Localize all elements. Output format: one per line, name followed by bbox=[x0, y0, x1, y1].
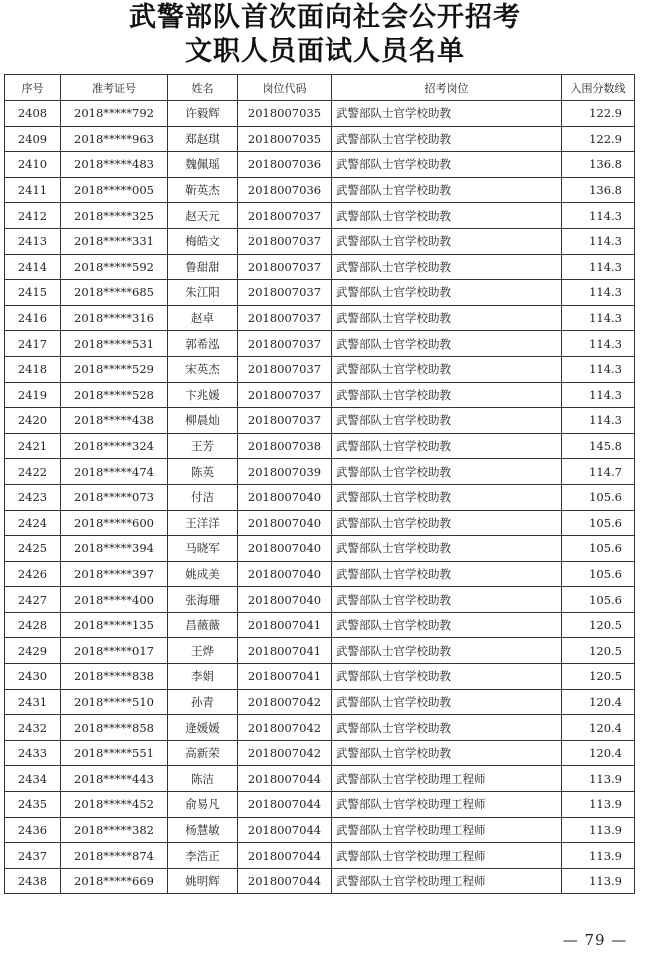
table-row bbox=[5, 817, 635, 843]
serial-number-cell: 2416 bbox=[5, 305, 61, 331]
serial-number-cell: 2425 bbox=[5, 536, 61, 562]
position-code-cell: 2018007037 bbox=[238, 305, 332, 331]
serial-number-cell: 2433 bbox=[5, 740, 61, 766]
table-row bbox=[5, 561, 635, 587]
position-cell: 武警部队士官学校助教 bbox=[332, 101, 562, 127]
table-row bbox=[5, 203, 635, 229]
table-row bbox=[5, 305, 635, 331]
serial-number-cell: 2417 bbox=[5, 331, 61, 357]
cutoff-score-cell: 120.5 bbox=[562, 638, 635, 664]
table-row bbox=[5, 484, 635, 510]
position-cell: 武警部队士官学校助教 bbox=[332, 664, 562, 690]
table-row bbox=[5, 740, 635, 766]
table-row bbox=[5, 101, 635, 127]
cutoff-score-cell: 114.3 bbox=[562, 408, 635, 434]
position-cell: 武警部队士官学校助教 bbox=[332, 126, 562, 152]
name-cell: 陈英 bbox=[168, 459, 238, 485]
serial-number-cell: 2418 bbox=[5, 356, 61, 382]
cutoff-score-cell: 114.3 bbox=[562, 382, 635, 408]
cutoff-score-cell: 114.3 bbox=[562, 305, 635, 331]
serial-number-cell: 2414 bbox=[5, 254, 61, 280]
admission-ticket-cell: 2018*****331 bbox=[61, 228, 168, 254]
admission-ticket-cell: 2018*****443 bbox=[61, 766, 168, 792]
position-cell: 武警部队士官学校助教 bbox=[332, 561, 562, 587]
name-cell: 马晓军 bbox=[168, 536, 238, 562]
table-row bbox=[5, 664, 635, 690]
name-cell: 高新荣 bbox=[168, 740, 238, 766]
admission-ticket-cell: 2018*****592 bbox=[61, 254, 168, 280]
position-cell: 武警部队士官学校助教 bbox=[332, 638, 562, 664]
document-title-line-2: 文职人员面试人员名单 bbox=[185, 36, 465, 67]
name-cell: 郭希泓 bbox=[168, 331, 238, 357]
admission-ticket-cell: 2018*****394 bbox=[61, 536, 168, 562]
name-cell: 王烨 bbox=[168, 638, 238, 664]
position-code-cell: 2018007042 bbox=[238, 740, 332, 766]
header-serial-number: 序号 bbox=[5, 75, 61, 101]
serial-number-cell: 2423 bbox=[5, 484, 61, 510]
position-cell: 武警部队士官学校助教 bbox=[332, 382, 562, 408]
position-cell: 武警部队士官学校助教 bbox=[332, 689, 562, 715]
table-row bbox=[5, 792, 635, 818]
cutoff-score-cell: 105.6 bbox=[562, 510, 635, 536]
serial-number-cell: 2438 bbox=[5, 868, 61, 894]
serial-number-cell: 2420 bbox=[5, 408, 61, 434]
serial-number-cell: 2422 bbox=[5, 459, 61, 485]
serial-number-cell: 2431 bbox=[5, 689, 61, 715]
position-code-cell: 2018007037 bbox=[238, 228, 332, 254]
admission-ticket-cell: 2018*****531 bbox=[61, 331, 168, 357]
position-cell: 武警部队士官学校助教 bbox=[332, 254, 562, 280]
header-position-code: 岗位代码 bbox=[238, 75, 332, 101]
table-row bbox=[5, 126, 635, 152]
position-code-cell: 2018007040 bbox=[238, 587, 332, 613]
table-row bbox=[5, 408, 635, 434]
table-row bbox=[5, 715, 635, 741]
position-cell: 武警部队士官学校助教 bbox=[332, 203, 562, 229]
name-cell: 宋英杰 bbox=[168, 356, 238, 382]
name-cell: 张海珊 bbox=[168, 587, 238, 613]
name-cell: 逄媛媛 bbox=[168, 715, 238, 741]
admission-ticket-cell: 2018*****792 bbox=[61, 101, 168, 127]
name-cell: 梅皓文 bbox=[168, 228, 238, 254]
position-cell: 武警部队士官学校助理工程师 bbox=[332, 792, 562, 818]
table-row bbox=[5, 459, 635, 485]
table-row bbox=[5, 689, 635, 715]
position-cell: 武警部队士官学校助教 bbox=[332, 484, 562, 510]
table-row bbox=[5, 152, 635, 178]
position-code-cell: 2018007041 bbox=[238, 664, 332, 690]
admission-ticket-cell: 2018*****017 bbox=[61, 638, 168, 664]
admission-ticket-cell: 2018*****669 bbox=[61, 868, 168, 894]
admission-ticket-cell: 2018*****316 bbox=[61, 305, 168, 331]
cutoff-score-cell: 114.3 bbox=[562, 280, 635, 306]
table-row bbox=[5, 356, 635, 382]
serial-number-cell: 2436 bbox=[5, 817, 61, 843]
name-cell: 昌薇薇 bbox=[168, 612, 238, 638]
position-cell: 武警部队士官学校助教 bbox=[332, 152, 562, 178]
table-body bbox=[5, 101, 635, 894]
position-code-cell: 2018007037 bbox=[238, 280, 332, 306]
name-cell: 赵卓 bbox=[168, 305, 238, 331]
table-row bbox=[5, 510, 635, 536]
position-code-cell: 2018007037 bbox=[238, 382, 332, 408]
position-code-cell: 2018007038 bbox=[238, 433, 332, 459]
table-row bbox=[5, 331, 635, 357]
cutoff-score-cell: 113.9 bbox=[562, 766, 635, 792]
admission-ticket-cell: 2018*****438 bbox=[61, 408, 168, 434]
admission-ticket-cell: 2018*****324 bbox=[61, 433, 168, 459]
name-cell: 赵天元 bbox=[168, 203, 238, 229]
page-number: — 79 — bbox=[562, 931, 628, 949]
cutoff-score-cell: 113.9 bbox=[562, 843, 635, 869]
serial-number-cell: 2437 bbox=[5, 843, 61, 869]
serial-number-cell: 2435 bbox=[5, 792, 61, 818]
serial-number-cell: 2424 bbox=[5, 510, 61, 536]
cutoff-score-cell: 120.4 bbox=[562, 689, 635, 715]
name-cell: 姚明辉 bbox=[168, 868, 238, 894]
position-cell: 武警部队士官学校助教 bbox=[332, 331, 562, 357]
interview-list-table bbox=[4, 74, 635, 894]
table-row bbox=[5, 638, 635, 664]
admission-ticket-cell: 2018*****838 bbox=[61, 664, 168, 690]
table-row bbox=[5, 868, 635, 894]
position-code-cell: 2018007044 bbox=[238, 766, 332, 792]
cutoff-score-cell: 105.6 bbox=[562, 484, 635, 510]
position-code-cell: 2018007042 bbox=[238, 689, 332, 715]
name-cell: 孙青 bbox=[168, 689, 238, 715]
table-row bbox=[5, 587, 635, 613]
serial-number-cell: 2412 bbox=[5, 203, 61, 229]
table-header-row bbox=[5, 75, 635, 101]
cutoff-score-cell: 114.3 bbox=[562, 356, 635, 382]
position-cell: 武警部队士官学校助教 bbox=[332, 587, 562, 613]
cutoff-score-cell: 120.5 bbox=[562, 664, 635, 690]
serial-number-cell: 2429 bbox=[5, 638, 61, 664]
position-code-cell: 2018007037 bbox=[238, 408, 332, 434]
position-cell: 武警部队士官学校助教 bbox=[332, 536, 562, 562]
admission-ticket-cell: 2018*****528 bbox=[61, 382, 168, 408]
position-code-cell: 2018007039 bbox=[238, 459, 332, 485]
table-row bbox=[5, 280, 635, 306]
header-admission-ticket-number: 准考证号 bbox=[61, 75, 168, 101]
position-code-cell: 2018007041 bbox=[238, 638, 332, 664]
admission-ticket-cell: 2018*****400 bbox=[61, 587, 168, 613]
serial-number-cell: 2426 bbox=[5, 561, 61, 587]
position-code-cell: 2018007044 bbox=[238, 792, 332, 818]
admission-ticket-cell: 2018*****135 bbox=[61, 612, 168, 638]
position-code-cell: 2018007041 bbox=[238, 612, 332, 638]
position-code-cell: 2018007037 bbox=[238, 356, 332, 382]
position-code-cell: 2018007044 bbox=[238, 843, 332, 869]
name-cell: 陈洁 bbox=[168, 766, 238, 792]
position-cell: 武警部队士官学校助理工程师 bbox=[332, 868, 562, 894]
name-cell: 李浩正 bbox=[168, 843, 238, 869]
serial-number-cell: 2430 bbox=[5, 664, 61, 690]
admission-ticket-cell: 2018*****963 bbox=[61, 126, 168, 152]
name-cell: 鲁甜甜 bbox=[168, 254, 238, 280]
serial-number-cell: 2434 bbox=[5, 766, 61, 792]
position-code-cell: 2018007036 bbox=[238, 152, 332, 178]
cutoff-score-cell: 114.3 bbox=[562, 203, 635, 229]
admission-ticket-cell: 2018*****005 bbox=[61, 177, 168, 203]
serial-number-cell: 2408 bbox=[5, 101, 61, 127]
serial-number-cell: 2410 bbox=[5, 152, 61, 178]
document-title-line-1: 武警部队首次面向社会公开招考 bbox=[129, 2, 521, 33]
table-row bbox=[5, 433, 635, 459]
name-cell: 付洁 bbox=[168, 484, 238, 510]
cutoff-score-cell: 145.8 bbox=[562, 433, 635, 459]
position-code-cell: 2018007035 bbox=[238, 101, 332, 127]
table-row bbox=[5, 254, 635, 280]
position-cell: 武警部队士官学校助理工程师 bbox=[332, 766, 562, 792]
serial-number-cell: 2413 bbox=[5, 228, 61, 254]
position-code-cell: 2018007040 bbox=[238, 561, 332, 587]
name-cell: 许毅辉 bbox=[168, 101, 238, 127]
name-cell: 柳晨灿 bbox=[168, 408, 238, 434]
name-cell: 王洋洋 bbox=[168, 510, 238, 536]
admission-ticket-cell: 2018*****325 bbox=[61, 203, 168, 229]
position-code-cell: 2018007044 bbox=[238, 868, 332, 894]
position-cell: 武警部队士官学校助理工程师 bbox=[332, 817, 562, 843]
admission-ticket-cell: 2018*****685 bbox=[61, 280, 168, 306]
cutoff-score-cell: 114.3 bbox=[562, 331, 635, 357]
table-row bbox=[5, 843, 635, 869]
cutoff-score-cell: 113.9 bbox=[562, 817, 635, 843]
serial-number-cell: 2411 bbox=[5, 177, 61, 203]
table-row bbox=[5, 612, 635, 638]
table-row bbox=[5, 228, 635, 254]
position-cell: 武警部队士官学校助教 bbox=[332, 715, 562, 741]
position-cell: 武警部队士官学校助理工程师 bbox=[332, 843, 562, 869]
admission-ticket-cell: 2018*****397 bbox=[61, 561, 168, 587]
cutoff-score-cell: 105.6 bbox=[562, 561, 635, 587]
admission-ticket-cell: 2018*****551 bbox=[61, 740, 168, 766]
table-row bbox=[5, 177, 635, 203]
cutoff-score-cell: 120.4 bbox=[562, 740, 635, 766]
position-code-cell: 2018007040 bbox=[238, 510, 332, 536]
position-code-cell: 2018007042 bbox=[238, 715, 332, 741]
position-cell: 武警部队士官学校助教 bbox=[332, 612, 562, 638]
position-code-cell: 2018007036 bbox=[238, 177, 332, 203]
name-cell: 王芳 bbox=[168, 433, 238, 459]
position-cell: 武警部队士官学校助教 bbox=[332, 408, 562, 434]
cutoff-score-cell: 122.9 bbox=[562, 126, 635, 152]
admission-ticket-cell: 2018*****474 bbox=[61, 459, 168, 485]
name-cell: 朱江阳 bbox=[168, 280, 238, 306]
cutoff-score-cell: 113.9 bbox=[562, 792, 635, 818]
name-cell: 杨慧敏 bbox=[168, 817, 238, 843]
name-cell: 俞易凡 bbox=[168, 792, 238, 818]
cutoff-score-cell: 136.8 bbox=[562, 177, 635, 203]
admission-ticket-cell: 2018*****073 bbox=[61, 484, 168, 510]
admission-ticket-cell: 2018*****858 bbox=[61, 715, 168, 741]
serial-number-cell: 2428 bbox=[5, 612, 61, 638]
cutoff-score-cell: 114.7 bbox=[562, 459, 635, 485]
name-cell: 郑赵琪 bbox=[168, 126, 238, 152]
position-code-cell: 2018007040 bbox=[238, 536, 332, 562]
position-cell: 武警部队士官学校助教 bbox=[332, 356, 562, 382]
cutoff-score-cell: 136.8 bbox=[562, 152, 635, 178]
cutoff-score-cell: 105.6 bbox=[562, 536, 635, 562]
position-cell: 武警部队士官学校助教 bbox=[332, 177, 562, 203]
header-position: 招考岗位 bbox=[332, 75, 562, 101]
position-cell: 武警部队士官学校助教 bbox=[332, 433, 562, 459]
table-row bbox=[5, 766, 635, 792]
position-cell: 武警部队士官学校助教 bbox=[332, 280, 562, 306]
position-cell: 武警部队士官学校助教 bbox=[332, 228, 562, 254]
header-name: 姓名 bbox=[168, 75, 238, 101]
admission-ticket-cell: 2018*****483 bbox=[61, 152, 168, 178]
table-row bbox=[5, 536, 635, 562]
name-cell: 李娟 bbox=[168, 664, 238, 690]
position-cell: 武警部队士官学校助教 bbox=[332, 305, 562, 331]
admission-ticket-cell: 2018*****529 bbox=[61, 356, 168, 382]
position-code-cell: 2018007037 bbox=[238, 254, 332, 280]
cutoff-score-cell: 113.9 bbox=[562, 868, 635, 894]
serial-number-cell: 2421 bbox=[5, 433, 61, 459]
position-cell: 武警部队士官学校助教 bbox=[332, 740, 562, 766]
serial-number-cell: 2419 bbox=[5, 382, 61, 408]
position-code-cell: 2018007035 bbox=[238, 126, 332, 152]
cutoff-score-cell: 120.5 bbox=[562, 612, 635, 638]
cutoff-score-cell: 122.9 bbox=[562, 101, 635, 127]
cutoff-score-cell: 114.3 bbox=[562, 254, 635, 280]
serial-number-cell: 2409 bbox=[5, 126, 61, 152]
serial-number-cell: 2432 bbox=[5, 715, 61, 741]
position-cell: 武警部队士官学校助教 bbox=[332, 510, 562, 536]
name-cell: 靳英杰 bbox=[168, 177, 238, 203]
serial-number-cell: 2427 bbox=[5, 587, 61, 613]
admission-ticket-cell: 2018*****452 bbox=[61, 792, 168, 818]
header-cutoff-score: 入围分数线 bbox=[562, 75, 635, 101]
name-cell: 卞兆媛 bbox=[168, 382, 238, 408]
admission-ticket-cell: 2018*****510 bbox=[61, 689, 168, 715]
position-code-cell: 2018007040 bbox=[238, 484, 332, 510]
admission-ticket-cell: 2018*****382 bbox=[61, 817, 168, 843]
cutoff-score-cell: 114.3 bbox=[562, 228, 635, 254]
cutoff-score-cell: 120.4 bbox=[562, 715, 635, 741]
name-cell: 魏佩瑶 bbox=[168, 152, 238, 178]
admission-ticket-cell: 2018*****874 bbox=[61, 843, 168, 869]
cutoff-score-cell: 105.6 bbox=[562, 587, 635, 613]
admission-ticket-cell: 2018*****600 bbox=[61, 510, 168, 536]
table-row bbox=[5, 382, 635, 408]
position-code-cell: 2018007044 bbox=[238, 817, 332, 843]
serial-number-cell: 2415 bbox=[5, 280, 61, 306]
position-cell: 武警部队士官学校助教 bbox=[332, 459, 562, 485]
position-code-cell: 2018007037 bbox=[238, 331, 332, 357]
position-code-cell: 2018007037 bbox=[238, 203, 332, 229]
name-cell: 姚成美 bbox=[168, 561, 238, 587]
